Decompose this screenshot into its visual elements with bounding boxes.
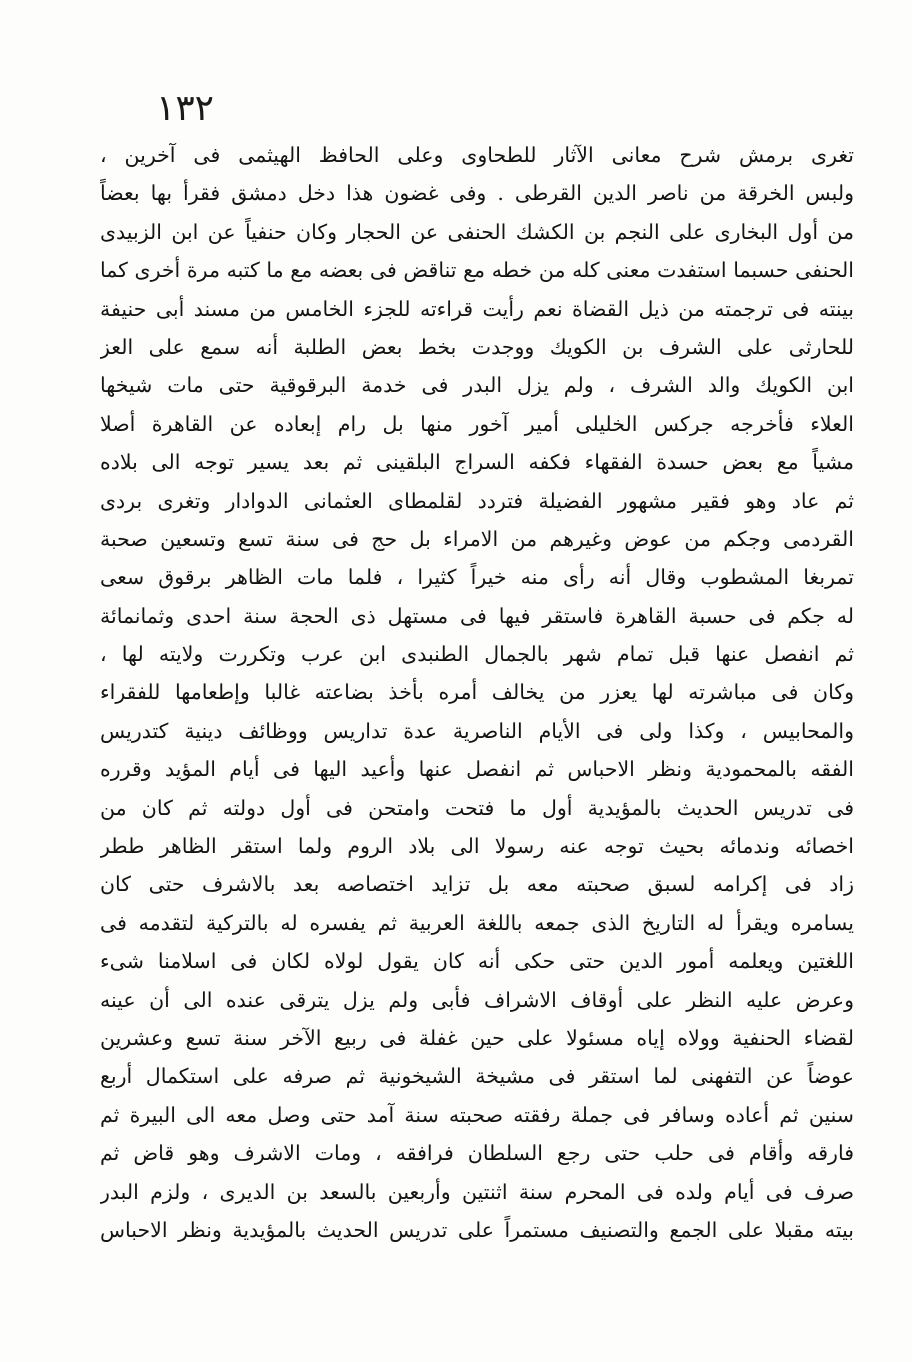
text-line: وعرض عليه النظر على أوقاف الاشراف فأبى ولم يزل يترقى عنده الى أن عينه (100, 987, 854, 1012)
text-line: الحنفى حسبما استفدت معنى كله من خطه مع تناقض فى بعضه مع ما كتبه مرة أخرى كما (100, 258, 854, 283)
body-text (100, 136, 854, 1249)
text-line: اللغتين ويعلمه أمور الدين حتى حكى أنه كان يقول لولاه لكان فى اسلامنا شىء (100, 949, 854, 974)
text-line: للحارثى على الشرف بن الكويك ووجدت بخط بعض الطلبة أنه سمع على العز (100, 334, 854, 359)
text-line: فارقه وأقام فى حلب حتى رجع السلطان فرافقه ، ومات الاشرف وهو قاض ثم (100, 1141, 854, 1166)
text-line: ولبس الخرقة من ناصر الدين القرطى . وفى غضون هذا دخل دمشق فقرأ بها بعضاً (100, 181, 854, 206)
text-line: اخصائه وندمائه بحيث توجه عنه رسولا الى بلاد الروم ولما استقر الظاهر ططر (100, 834, 854, 859)
text-line: فى تدريس الحديث بالمؤيدية أول ما فتحت وامتحن فى أول دولته ثم كان من (100, 795, 854, 820)
text-line: سنين ثم أعاده وسافر فى جملة رفقته صحبته سنة آمد حتى وصل معه الى البيرة ثم (100, 1102, 854, 1127)
text-line: وكان فى مباشرته لها يعزر من يخالف أمره بأخذ بضاعته غالبا وإطعامها للفقراء (100, 680, 854, 705)
text-line: لقضاء الحنفية وولاه إياه مسئولا على حين غفلة فى ربيع الآخر سنة تسع وعشرين (100, 1025, 854, 1050)
text-line: ابن الكويك والد الشرف ، ولم يزل البدر فى خدمة البرقوقية حتى مات شيخها (100, 373, 854, 398)
text-line: الفقه بالمحمودية ونظر الاحباس ثم انفصل عنها وأعيد اليها فى أيام المؤيد وقرره (100, 757, 854, 782)
text-line: زاد فى إكرامه لسبق صحبته معه بل تزايد اختصاصه بعد بالاشرف حتى كان (100, 872, 854, 897)
text-line: عوضاً عن التفهنى لما استقر فى مشيخة الشيخونية ثم صرفه على استكمال أربع (100, 1064, 854, 1089)
text-line: صرف فى أيام ولده فى المحرم سنة اثنتين وأربعين بالسعد بن الديرى ، ولزم البدر (100, 1179, 854, 1204)
text-line: والمحابيس ، وكذا ولى فى الأيام الناصرية عدة تداريس ووظائف دينية كتدريس (100, 718, 854, 743)
text-line: من أول البخارى على النجم بن الكشك الحنفى عن الحجار وكان حنفياً عن ابن الزبيدى (100, 219, 854, 244)
text-line: القردمى وجكم من عوض وغيرهم من الامراء بل حج فى سنة تسع وتسعين صحبة (100, 526, 854, 551)
text-line: له جكم فى حسبة القاهرة فاستقر فيها فى مستهل ذى الحجة سنة احدى وثمانمائة (100, 603, 854, 628)
text-line: تمربغا المشطوب وقال أنه رأى منه خيراً كثيرا ، فلما مات الظاهر برقوق سعى (100, 565, 854, 590)
text-line: تغرى برمش شرح معانى الآثار للطحاوى وعلى الحافظ الهيثمى فى آخرين ، (100, 143, 854, 167)
text-line: بينته فى ترجمته من ذيل القضاة نعم رأيت قراءته للجزء الخامس من مسند أبى حنيفة (100, 296, 854, 321)
text-line: ثم انفصل عنها قبل تمام شهر بالجمال الطنبدى ابن عرب وتكررت ولايته لها ، (100, 642, 854, 667)
text-line: العلاء فأخرجه جركس الخليلى أمير آخور منها بل رام إبعاده عن القاهرة أصلا (100, 411, 854, 436)
text-line: مشياً مع بعض حسدة الفقهاء فكفه السراج البلقينى ثم بعد يسير توجه الى بلاده (100, 450, 854, 475)
text-line: ثم عاد وهو فقير مشهور الفضيلة فتردد لقلمطاى العثمانى الدوادار وتغرى بردى (100, 488, 854, 513)
page-number: ١٣٢ (156, 88, 215, 129)
text-line: يسامره ويقرأ له التاريخ الذى جمعه باللغة العربية ثم يفسره له بالتركية لتقدمه فى (100, 910, 854, 935)
text-line: بيته مقبلا على الجمع والتصنيف مستمراً على تدريس الحديث بالمؤيدية ونظر الاحباس (100, 1217, 854, 1242)
